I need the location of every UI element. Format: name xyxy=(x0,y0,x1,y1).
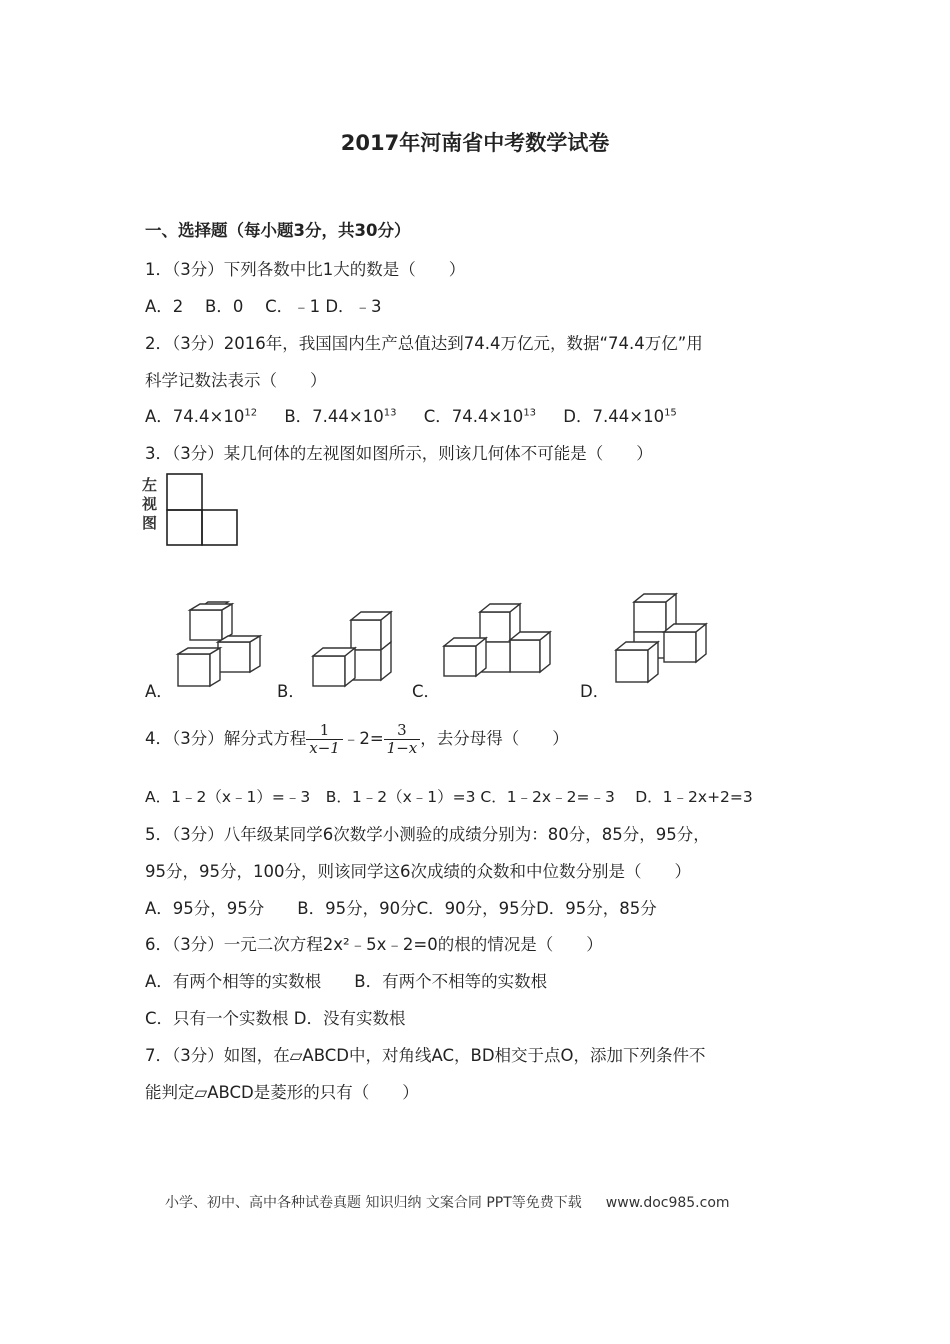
q4-options: A．1﹣2（x﹣1）=﹣3 B．1﹣2（x﹣1）=3 C．1﹣2x﹣2=﹣3 D．1﹣2x+2=3 xyxy=(145,788,753,806)
q2-option-d: D．$7.44\times 10^{15}$ xyxy=(563,407,677,426)
q5-stem-line2: 95分，95分，100分，则该同学这6次成绩的众数和中位数分别是（ ） xyxy=(145,862,691,881)
q3-option-c-figure xyxy=(440,600,552,680)
q2-option-a: A．$74.4\times 10^{12}$ xyxy=(145,407,258,426)
q6-stem: 6．（3分）一元二次方程2x²﹣5x﹣2=0的根的情况是（ ） xyxy=(145,935,603,954)
q7-stem-line1: 7．（3分）如图，在▱ABCD中，对角线AC，BD相交于点O，添加下列条件不 xyxy=(145,1046,706,1065)
q5-options: A．95分，95分 B．95分，90分C．90分，95分D．95分，85分 xyxy=(145,899,657,918)
page-title: 2017年河南省中考数学试卷 xyxy=(340,131,610,155)
q6-options-line2: C．只有一个实数根 D．没有实数根 xyxy=(145,1009,406,1028)
q1-stem: 1．（3分）下列各数中比1大的数是（ ） xyxy=(145,260,466,279)
q2-stem-line2: 科学记数法表示（ ） xyxy=(145,371,327,390)
q3-option-d-figure xyxy=(612,592,712,688)
q4-fraction-2: $\frac{3}{1-x}$ xyxy=(384,722,421,757)
q2-option-c: C．$74.4\times 10^{13}$ xyxy=(423,407,537,426)
footer-url[interactable]: www.doc985.com xyxy=(605,1195,730,1211)
left-view-diagram xyxy=(164,472,240,548)
q3-option-c-label: C． xyxy=(412,682,441,701)
q3-option-b-figure xyxy=(305,608,395,692)
q3-option-b-label: B． xyxy=(277,682,305,701)
page-footer xyxy=(165,1192,730,1212)
q2-options xyxy=(145,403,677,427)
q7-stem-line2: 能判定▱ABCD是菱形的只有（ ） xyxy=(145,1083,419,1102)
q6-options-line1: A．有两个相等的实数根 B．有两个不相等的实数根 xyxy=(145,972,548,991)
q3-option-d-label: D． xyxy=(580,682,610,701)
q1-options: A．2 B．0 C．﹣1 D．﹣3 xyxy=(145,297,382,316)
section-heading: 一、选择题（每小题3分，共30分） xyxy=(145,221,411,240)
footer-text: 小学、初中、高中各种试卷真题 知识归纳 文案合同 PPT等免费下载 xyxy=(165,1195,582,1211)
q4-stem: 4．（3分）解分式方程 $\frac{1}{x-1}$ ﹣2= $\frac{3}{1-x}$ ，去分母得（ ） xyxy=(145,721,569,757)
q3-stem: 3．（3分）某几何体的左视图如图所示，则该几何体不可能是（ ） xyxy=(145,444,653,463)
q2-option-b: B．$7.44\times 10^{13}$ xyxy=(284,407,397,426)
q3-option-a-figure xyxy=(170,600,270,692)
q5-stem-line1: 5．（3分）八年级某同学6次数学小测验的成绩分别为：80分，85分，95分， xyxy=(145,825,710,844)
q2-stem-line1: 2．（3分）2016年，我国国内生产总值达到74.4万亿元，数据“74.4万亿”用 xyxy=(145,334,703,353)
q4-fraction-1: $\frac{1}{x-1}$ xyxy=(306,722,343,757)
left-view-label: 左 视 图 xyxy=(142,476,158,532)
q3-option-a-label: A． xyxy=(145,682,173,701)
